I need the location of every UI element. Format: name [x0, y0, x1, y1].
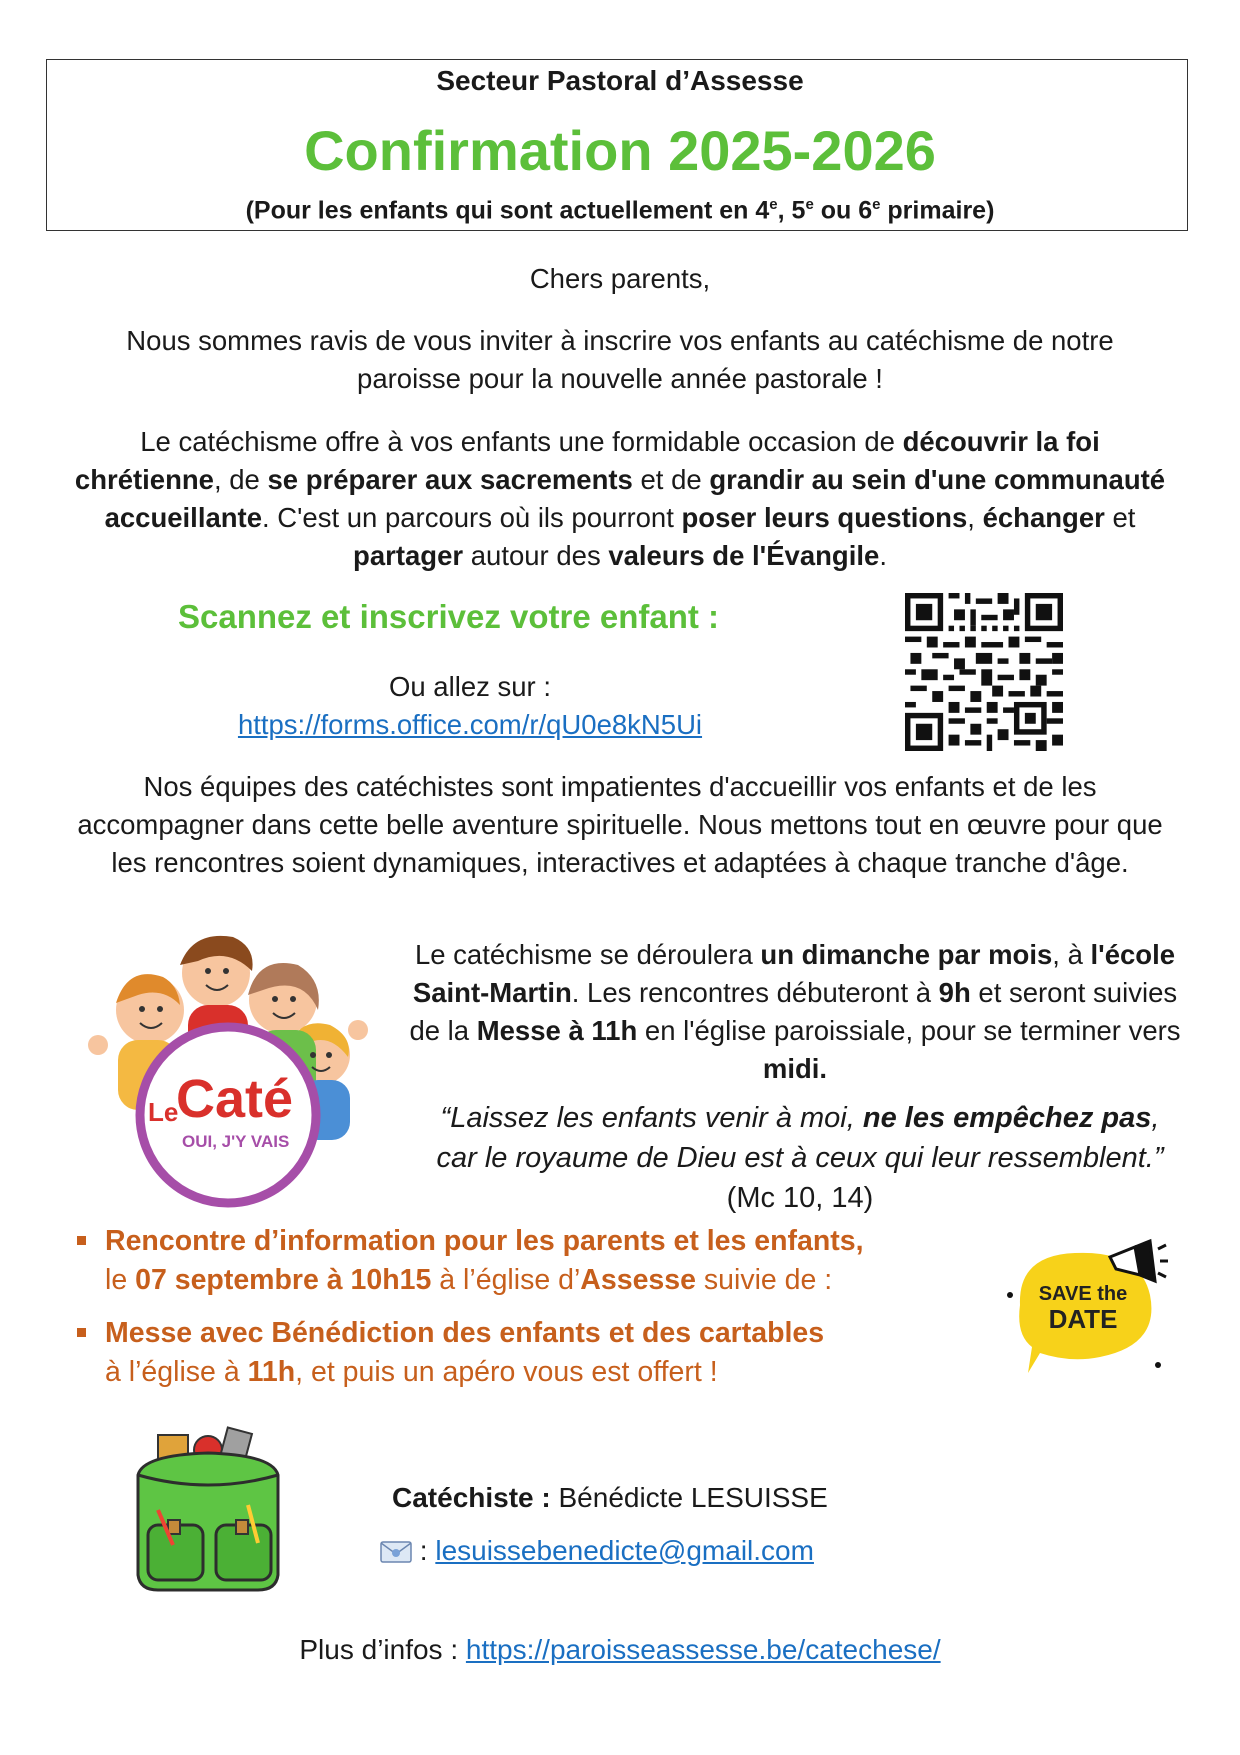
page-title: Confirmation 2025-2026	[304, 119, 936, 182]
signup-heading: Scannez et inscrivez votre enfant :	[178, 598, 720, 635]
or-label: Ou allez sur :	[388, 671, 551, 702]
teams-paragraph: Nos équipes des catéchistes sont impatientes d'accueillir vos enfants et de les accompagner dans cette belle aventure spirituelle. Nous mettons tout en œuvre pour que les rencontres soient dynamiques, interactives et adaptées à chaque tranche d'âge.	[77, 771, 1163, 878]
cate-logo-le: Le	[148, 1097, 179, 1127]
cate-logo-word: Caté	[176, 1069, 294, 1129]
events-list	[75, 1222, 975, 1406]
email-line: : lesuissebenedicte@gmail.com	[380, 1535, 814, 1567]
envelope-icon	[380, 1538, 412, 1560]
subtitle: (Pour les enfants qui sont actuellement en 4e, 5e ou 6e primaire)	[245, 196, 995, 225]
schedule-paragraph: Le catéchisme se déroulera un dimanche par mois, à l'école Saint-Martin. Les rencontres débuteront à 9h et seront suivies de la Messe à 11h en l'église paroissiale, pour se terminer vers midi.	[409, 939, 1181, 1084]
signup-link-wrap	[150, 706, 790, 744]
contact-line: Catéchiste : Bénédicte LESUISSE	[392, 1482, 828, 1513]
footer-link[interactable]: https://paroisseassesse.be/catechese/	[465, 1634, 941, 1665]
bullet-square-icon	[77, 1236, 86, 1245]
sector-title: Secteur Pastoral d’Assesse	[436, 65, 804, 96]
signup-link[interactable]: https://forms.office.com/r/qU0e8kN5Ui	[237, 709, 703, 740]
event-item: Messe avec Bénédiction des enfants et des cartables à l’église à 11h, et puis un apéro vous est offert !	[75, 1314, 975, 1392]
cate-logo-slogan: OUI, J'Y VAIS	[182, 1132, 290, 1151]
bible-quote: “Laissez les enfants venir à moi, ne les empêchez pas, car le royaume de Dieu est à ceux qui leur ressemblent.” (Mc 10, 14)	[436, 1102, 1164, 1214]
backpack-illustration	[128, 1425, 288, 1595]
email-link[interactable]: lesuissebenedicte@gmail.com	[435, 1535, 814, 1566]
qr-code-image[interactable]	[903, 593, 1065, 751]
greeting: Chers parents,	[529, 263, 711, 294]
footer-line: Plus d’infos : https://paroisseassesse.be/catechese/	[299, 1634, 941, 1665]
bullet-square-icon	[77, 1328, 86, 1337]
save-the-date-text: SAVE the DATE	[1038, 1283, 1128, 1334]
event-item: Rencontre d’information pour les parents et les enfants, le 07 septembre à 10h15 à l’église d’Assesse suivie de :	[75, 1222, 975, 1300]
intro-paragraph: Nous sommes ravis de vous inviter à inscrire vos enfants au catéchisme de notre paroisse pour la nouvelle année pastorale !	[126, 325, 1114, 394]
catechism-paragraph: Le catéchisme offre à vos enfants une formidable occasion de découvrir la foi chrétienne, de se préparer aux sacrements et de grandir au sein d'une communauté accueillante. C'est un parcours où ils pourront poser leurs questions, échanger et partager autour des valeurs de l'Évangile.	[74, 426, 1166, 571]
